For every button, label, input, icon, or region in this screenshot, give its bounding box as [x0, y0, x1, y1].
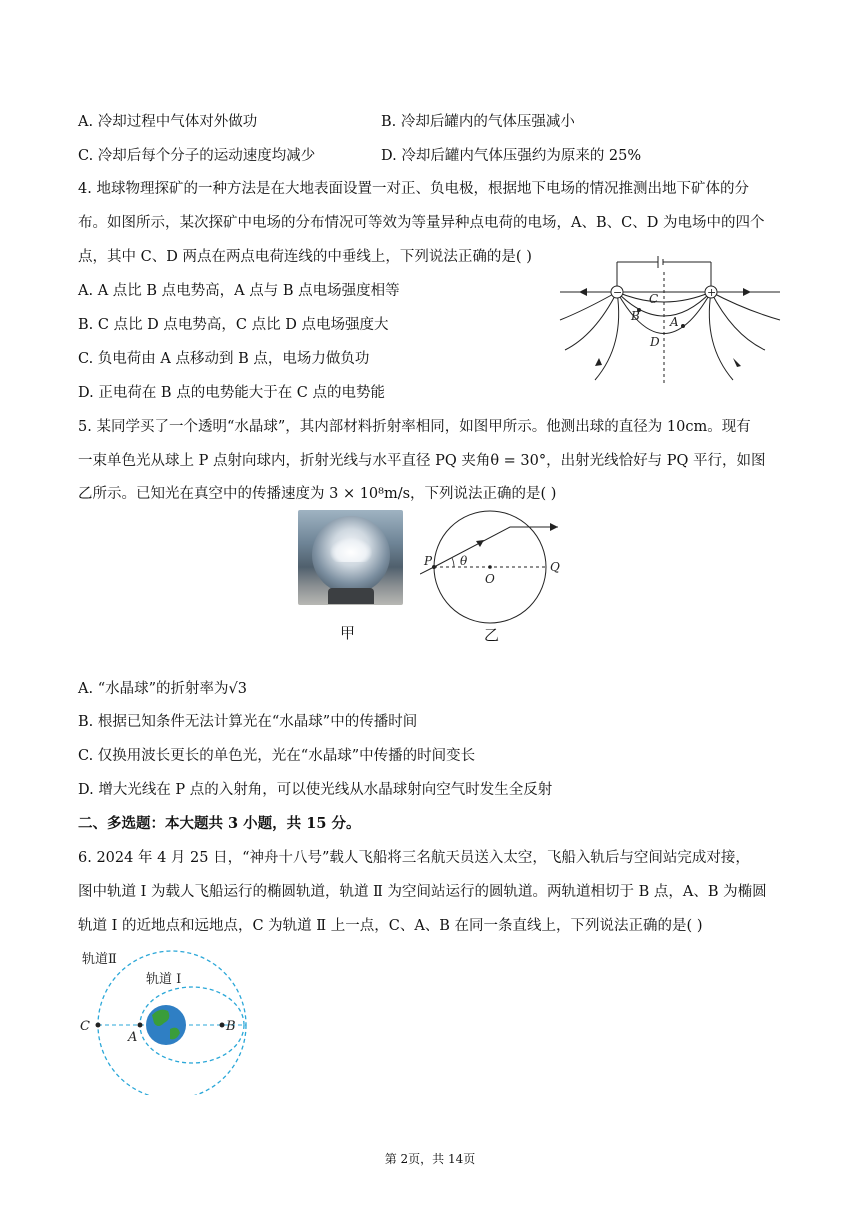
point-a-label: A [128, 1030, 138, 1045]
orbit-2-label: 轨道Ⅱ [82, 952, 117, 967]
q3-option-c: C. 冷却后每个分子的运动速度均减少 [78, 148, 316, 164]
point-q-label: Q [550, 560, 560, 574]
point-d-label: D [650, 335, 660, 349]
page-footer: 第 2页，共 14页 [384, 1152, 476, 1166]
point-a-label: A [670, 315, 679, 329]
electric-field-diagram [555, 250, 785, 385]
q4-option-a: A. A 点比 B 点电势高，A 点与 B 点电场强度相等 [78, 283, 400, 299]
point-p-label: P [424, 554, 433, 568]
q4-stem-line3: 点，其中 C、D 两点在两点电荷连线的中垂线上，下列说法正确的是( ) [78, 249, 532, 265]
point-b-label: B [631, 309, 640, 323]
q5-option-c: C. 仅换用波长更长的单色光，光在“水晶球”中传播的时间变长 [78, 748, 476, 764]
section-heading: 二、多选题：本大题共 3 小题，共 15 分。 [78, 815, 361, 832]
q5-option-a: A. “水晶球”的折射率为√3 [78, 681, 247, 697]
q5-option-b: B. 根据已知条件无法计算光在“水晶球”中的传播时间 [78, 714, 418, 730]
point-c-label: C [80, 1019, 90, 1034]
q5-stem-line1: 5. 某同学买了一个透明“水晶球”，其内部材料折射率相同，如图甲所示。他测出球的直径为 10cm。现有 [78, 419, 751, 435]
q3-option-d: D. 冷却后罐内气体压强约为原来的 25% [381, 148, 642, 164]
figure-yi-caption: 乙 [484, 626, 500, 644]
minus-charge-label: − [613, 286, 623, 299]
plus-charge-label: + [707, 286, 717, 299]
q5-stem-line3: 乙所示。已知光在真空中的传播速度为 3 × 10⁸m/s，下列说法正确的是( ) [78, 486, 557, 502]
q6-stem-line1: 6. 2024 年 4 月 25 日，“神舟十八号”载人飞船将三名航天员送入太空，飞船入轨后与空间站完成对接， [78, 850, 750, 866]
q3-option-b: B. 冷却后罐内的气体压强减小 [381, 114, 575, 130]
theta-label: θ [460, 554, 468, 568]
q4-option-d: D. 正电荷在 B 点的电势能大于在 C 点的电势能 [78, 385, 386, 401]
point-o-label: O [485, 572, 495, 586]
crystal-ball-photo [298, 510, 403, 605]
orbit-1-label: 轨道 Ⅰ [146, 972, 182, 987]
q5-stem-line2: 一束单色光从球上 P 点射向球内，折射光线与水平直径 PQ 夹角θ = 30°，出射光线恰好与 PQ 平行，如图 [78, 453, 766, 469]
orbit-diagram [74, 945, 254, 1095]
point-c-label: C [649, 292, 659, 306]
q6-stem-line3: 轨道 Ⅰ 的近地点和远地点，C 为轨道 Ⅱ 上一点，C、A、B 在同一条直线上，下列说法正确的是( ) [78, 918, 703, 934]
q6-stem-line2: 图中轨道 Ⅰ 为载人飞船运行的椭圆轨道，轨道 Ⅱ 为空间站运行的圆轨道。两轨道相切于 B 点，A、B 为椭圆 [78, 884, 767, 900]
q4-stem-line2: 布。如图所示，某次探矿中电场的分布情况可等效为等量异种点电荷的电场，A、B、C、D 为电场中的四个 [78, 215, 765, 231]
figure-jia-caption: 甲 [340, 624, 356, 642]
point-b-label: B [226, 1019, 236, 1034]
q4-stem-line1: 4. 地球物理探矿的一种方法是在大地表面设置一对正、负电极，根据地下电场的情况推测出地下矿体的分 [78, 181, 749, 197]
q4-option-b: B. C 点比 D 点电势高，C 点比 D 点电场强度大 [78, 317, 389, 333]
q4-option-c: C. 负电荷由 A 点移动到 B 点，电场力做负功 [78, 351, 370, 367]
q5-option-d: D. 增大光线在 P 点的入射角，可以使光线从水晶球射向空气时发生全反射 [78, 782, 553, 798]
q3-option-a: A. 冷却过程中气体对外做功 [78, 114, 258, 130]
